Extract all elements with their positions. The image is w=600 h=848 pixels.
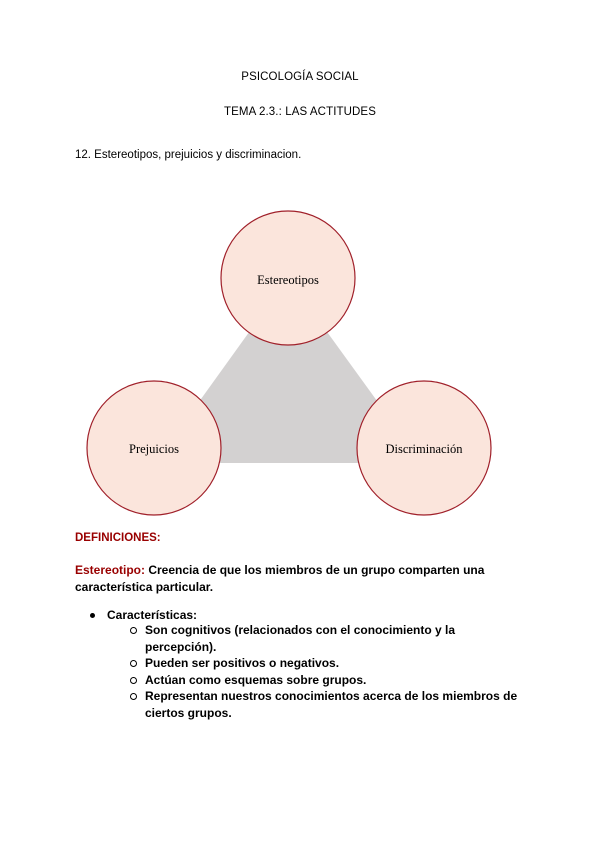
list-item [128, 622, 528, 655]
definitions-heading: DEFINICIONES: [75, 532, 161, 544]
list-item-text: Representan nuestros conocimientos acerca de los miembros de ciertos grupos. [145, 689, 518, 720]
list-item [128, 672, 528, 689]
definition-term: Estereotipo: [75, 563, 146, 577]
characteristics-list [128, 622, 528, 721]
node-label: Estereotipos [257, 273, 319, 287]
characteristics-label: Características: [107, 608, 198, 622]
definition-text: Creencia de que los miembros de un grupo comparten una característica particular. [75, 563, 485, 594]
topic-title: TEMA 2.3.: LAS ACTITUDES [224, 106, 376, 118]
node-estereotipos [221, 211, 355, 345]
node-prejuicios [87, 381, 221, 515]
circle-bullet-icon [130, 660, 137, 667]
list-item [128, 688, 528, 721]
subject-title: PSICOLOGÍA SOCIAL [241, 71, 359, 83]
list-item [128, 655, 528, 672]
section-title: 12. Estereotipos, prejuicios y discriminacion. [75, 149, 302, 161]
node-discriminacion [357, 381, 491, 515]
bullet-dot-icon [90, 613, 95, 618]
circle-bullet-icon [130, 677, 137, 684]
list-item-text: Actúan como esquemas sobre grupos. [145, 672, 367, 687]
list-item-text: Pueden ser positivos o negativos. [145, 656, 340, 670]
node-label: Prejuicios [129, 442, 179, 456]
list-item-text: Son cognitivos (relacionados con el conocimiento y la percepción). [145, 623, 456, 654]
circle-bullet-icon [130, 627, 137, 634]
definition-paragraph [75, 562, 505, 596]
circle-bullet-icon [130, 693, 137, 700]
node-label: Discriminación [385, 442, 463, 456]
